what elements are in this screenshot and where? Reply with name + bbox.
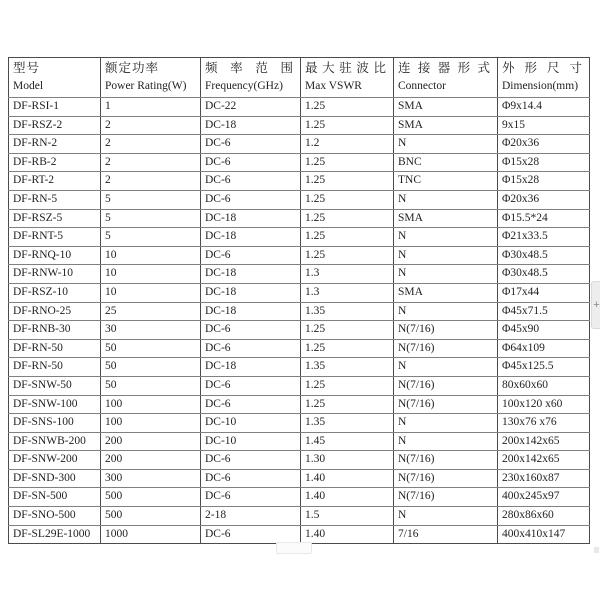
header-label-en: Frequency(GHz): [205, 80, 283, 92]
cell-frequency: DC-6: [201, 190, 301, 209]
cell-frequency: DC-6: [201, 246, 301, 265]
cell-connector: 7/16: [394, 525, 498, 544]
table-row: [9, 507, 590, 526]
cell-power-rating: 500: [101, 488, 201, 507]
cell-frequency: DC-18: [201, 302, 301, 321]
cell-dimension: 80x60x60: [498, 376, 590, 395]
cell-dimension: Φ30x48.5: [498, 265, 590, 284]
table-row: [9, 116, 590, 135]
cell-model: DF-SNO-500: [9, 507, 101, 526]
cell-connector: N(7/16): [394, 451, 498, 470]
header-label-en: Power Rating(W): [105, 80, 187, 92]
cell-power-rating: 50: [101, 339, 201, 358]
cell-model: DF-RNO-25: [9, 302, 101, 321]
cell-max-vswr: 1.25: [301, 395, 394, 414]
cell-frequency: DC-6: [201, 395, 301, 414]
cell-max-vswr: 1.25: [301, 172, 394, 191]
cell-dimension: 130x76 x76: [498, 414, 590, 433]
cell-power-rating: 200: [101, 451, 201, 470]
cell-model: DF-RN-2: [9, 135, 101, 154]
cell-frequency: DC-18: [201, 116, 301, 135]
cell-model: DF-SNW-100: [9, 395, 101, 414]
cell-max-vswr: 1.40: [301, 488, 394, 507]
table-row: [9, 395, 590, 414]
cell-frequency: DC-18: [201, 265, 301, 284]
cell-frequency: DC-10: [201, 432, 301, 451]
cell-max-vswr: 1.25: [301, 376, 394, 395]
cell-power-rating: 500: [101, 507, 201, 526]
cell-max-vswr: 1.25: [301, 321, 394, 340]
cell-model: DF-SNS-100: [9, 414, 101, 433]
cell-model: DF-RSZ-2: [9, 116, 101, 135]
cell-power-rating: 25: [101, 302, 201, 321]
table-row: [9, 228, 590, 247]
cell-power-rating: 10: [101, 246, 201, 265]
cell-dimension: Φ15x28: [498, 172, 590, 191]
cell-connector: TNC: [394, 172, 498, 191]
cell-connector: N(7/16): [394, 321, 498, 340]
cell-max-vswr: 1.25: [301, 246, 394, 265]
header-label-zh: 频率范围: [205, 61, 293, 75]
cell-frequency: DC-10: [201, 414, 301, 433]
cell-connector: N: [394, 246, 498, 265]
cell-model: DF-RSI-1: [9, 98, 101, 117]
cell-max-vswr: 1.5: [301, 507, 394, 526]
cell-connector: N: [394, 358, 498, 377]
cell-max-vswr: 1.25: [301, 228, 394, 247]
cell-connector: N: [394, 432, 498, 451]
table-row: [9, 153, 590, 172]
cell-max-vswr: 1.25: [301, 339, 394, 358]
cell-connector: BNC: [394, 153, 498, 172]
cell-connector: SMA: [394, 283, 498, 302]
cell-power-rating: 2: [101, 153, 201, 172]
header-label-zh: 最大驻波比: [305, 61, 386, 75]
cell-model: DF-RNT-5: [9, 228, 101, 247]
cell-frequency: DC-18: [201, 283, 301, 302]
column-header-frequency: [201, 58, 301, 98]
cell-max-vswr: 1.40: [301, 469, 394, 488]
cell-dimension: Φ17x44: [498, 283, 590, 302]
cell-power-rating: 1: [101, 98, 201, 117]
table-row: [9, 358, 590, 377]
cell-dimension: Φ9x14.4: [498, 98, 590, 117]
table-row: [9, 246, 590, 265]
cell-frequency: DC-6: [201, 525, 301, 544]
cell-dimension: Φ15x28: [498, 153, 590, 172]
cell-dimension: 400x410x147: [498, 525, 590, 544]
cell-model: DF-SNW-200: [9, 451, 101, 470]
cell-model: DF-RNW-10: [9, 265, 101, 284]
column-header-max-vswr: [301, 58, 394, 98]
cell-power-rating: 50: [101, 358, 201, 377]
cell-dimension: Φ45x90: [498, 321, 590, 340]
cell-power-rating: 10: [101, 283, 201, 302]
cell-power-rating: 2: [101, 116, 201, 135]
cell-max-vswr: 1.25: [301, 153, 394, 172]
cell-dimension: Φ20x36: [498, 135, 590, 154]
column-header-connector: [394, 58, 498, 98]
table-row: [9, 321, 590, 340]
product-spec-table: [8, 57, 590, 544]
column-header-dimension: [498, 58, 590, 98]
cell-connector: N: [394, 135, 498, 154]
cell-power-rating: 5: [101, 209, 201, 228]
cell-frequency: DC-18: [201, 358, 301, 377]
table-row: [9, 414, 590, 433]
cell-power-rating: 5: [101, 228, 201, 247]
cell-connector: N(7/16): [394, 376, 498, 395]
cell-connector: SMA: [394, 209, 498, 228]
cell-model: DF-RN-50: [9, 358, 101, 377]
cell-max-vswr: 1.35: [301, 358, 394, 377]
cell-model: DF-SNWB-200: [9, 432, 101, 451]
cell-max-vswr: 1.45: [301, 432, 394, 451]
header-label-en: Connector: [398, 80, 446, 92]
cell-frequency: DC-6: [201, 135, 301, 154]
cell-frequency: DC-18: [201, 209, 301, 228]
cell-dimension: Φ21x33.5: [498, 228, 590, 247]
cell-dimension: Φ45x71.5: [498, 302, 590, 321]
cell-max-vswr: 1.25: [301, 190, 394, 209]
cell-dimension: 400x245x97: [498, 488, 590, 507]
table-row: [9, 376, 590, 395]
cell-power-rating: 100: [101, 395, 201, 414]
table-row: [9, 488, 590, 507]
table-row: [9, 339, 590, 358]
column-header-model: [9, 58, 101, 98]
cell-model: DF-SL29E-1000: [9, 525, 101, 544]
cell-max-vswr: 1.25: [301, 98, 394, 117]
cell-max-vswr: 1.35: [301, 414, 394, 433]
cell-model: DF-RSZ-5: [9, 209, 101, 228]
cell-dimension: Φ45x125.5: [498, 358, 590, 377]
cell-dimension: 200x142x65: [498, 451, 590, 470]
cell-connector: N: [394, 414, 498, 433]
cell-frequency: DC-6: [201, 172, 301, 191]
cell-max-vswr: 1.25: [301, 209, 394, 228]
cell-max-vswr: 1.35: [301, 302, 394, 321]
cell-frequency: DC-6: [201, 321, 301, 340]
cell-model: DF-RNB-30: [9, 321, 101, 340]
cell-dimension: 9x15: [498, 116, 590, 135]
cell-frequency: DC-22: [201, 98, 301, 117]
cell-model: DF-SN-500: [9, 488, 101, 507]
header-label-en: Dimension(mm): [502, 80, 579, 92]
cell-frequency: DC-6: [201, 488, 301, 507]
scroll-corner-mark: [594, 547, 599, 553]
cell-connector: N: [394, 265, 498, 284]
cell-power-rating: 1000: [101, 525, 201, 544]
cell-connector: N: [394, 190, 498, 209]
cell-connector: N: [394, 302, 498, 321]
cell-dimension: 280x86x60: [498, 507, 590, 526]
cell-model: DF-RN-50: [9, 339, 101, 358]
cell-connector: N: [394, 507, 498, 526]
horizontal-scrollbar-thumb[interactable]: [276, 542, 312, 554]
cell-frequency: DC-6: [201, 469, 301, 488]
cell-dimension: Φ30x48.5: [498, 246, 590, 265]
table-row: [9, 209, 590, 228]
expand-plus-button[interactable]: [591, 281, 600, 329]
cell-power-rating: 2: [101, 135, 201, 154]
cell-model: DF-RNQ-10: [9, 246, 101, 265]
cell-dimension: Φ20x36: [498, 190, 590, 209]
table-row: [9, 302, 590, 321]
column-header-power-rating: [101, 58, 201, 98]
plus-icon: +: [593, 299, 600, 311]
cell-max-vswr: 1.40: [301, 525, 394, 544]
cell-power-rating: 30: [101, 321, 201, 340]
cell-connector: SMA: [394, 116, 498, 135]
cell-dimension: Φ64x109: [498, 339, 590, 358]
cell-dimension: 200x142x65: [498, 432, 590, 451]
cell-connector: N(7/16): [394, 339, 498, 358]
cell-frequency: 2-18: [201, 507, 301, 526]
header-label-zh: 额定功率: [105, 61, 160, 75]
cell-power-rating: 2: [101, 172, 201, 191]
cell-connector: SMA: [394, 98, 498, 117]
header-label-zh: 型号: [13, 61, 41, 75]
table-row: [9, 432, 590, 451]
table-row: [9, 172, 590, 191]
cell-frequency: DC-6: [201, 339, 301, 358]
cell-max-vswr: 1.25: [301, 116, 394, 135]
cell-dimension: Φ15.5*24: [498, 209, 590, 228]
cell-power-rating: 200: [101, 432, 201, 451]
cell-frequency: DC-6: [201, 376, 301, 395]
header-label-en: Model: [13, 80, 44, 92]
cell-dimension: 100x120 x60: [498, 395, 590, 414]
table-row: [9, 190, 590, 209]
header-label-zh: 连接器形式: [398, 61, 490, 75]
cell-connector: N: [394, 228, 498, 247]
cell-connector: N(7/16): [394, 488, 498, 507]
table-row: [9, 451, 590, 470]
table-row: [9, 98, 590, 117]
cell-model: DF-SNW-50: [9, 376, 101, 395]
cell-dimension: 230x160x87: [498, 469, 590, 488]
cell-power-rating: 100: [101, 414, 201, 433]
cell-frequency: DC-18: [201, 228, 301, 247]
table-row: [9, 135, 590, 154]
cell-model: DF-RN-5: [9, 190, 101, 209]
table-row: [9, 525, 590, 544]
cell-model: DF-SND-300: [9, 469, 101, 488]
header-label-zh: 外形尺寸: [502, 61, 582, 75]
cell-max-vswr: 1.3: [301, 283, 394, 302]
cell-frequency: DC-6: [201, 451, 301, 470]
cell-connector: N(7/16): [394, 395, 498, 414]
cell-power-rating: 5: [101, 190, 201, 209]
table-row: [9, 469, 590, 488]
cell-power-rating: 10: [101, 265, 201, 284]
table-row: [9, 265, 590, 284]
cell-model: DF-RSZ-10: [9, 283, 101, 302]
cell-max-vswr: 1.30: [301, 451, 394, 470]
table-row: [9, 283, 590, 302]
header-label-en: Max VSWR: [305, 80, 362, 92]
cell-power-rating: 50: [101, 376, 201, 395]
cell-connector: N(7/16): [394, 469, 498, 488]
cell-model: DF-RT-2: [9, 172, 101, 191]
cell-max-vswr: 1.2: [301, 135, 394, 154]
header-row: [9, 58, 590, 98]
cell-model: DF-RB-2: [9, 153, 101, 172]
cell-frequency: DC-6: [201, 153, 301, 172]
cell-power-rating: 300: [101, 469, 201, 488]
cell-max-vswr: 1.3: [301, 265, 394, 284]
